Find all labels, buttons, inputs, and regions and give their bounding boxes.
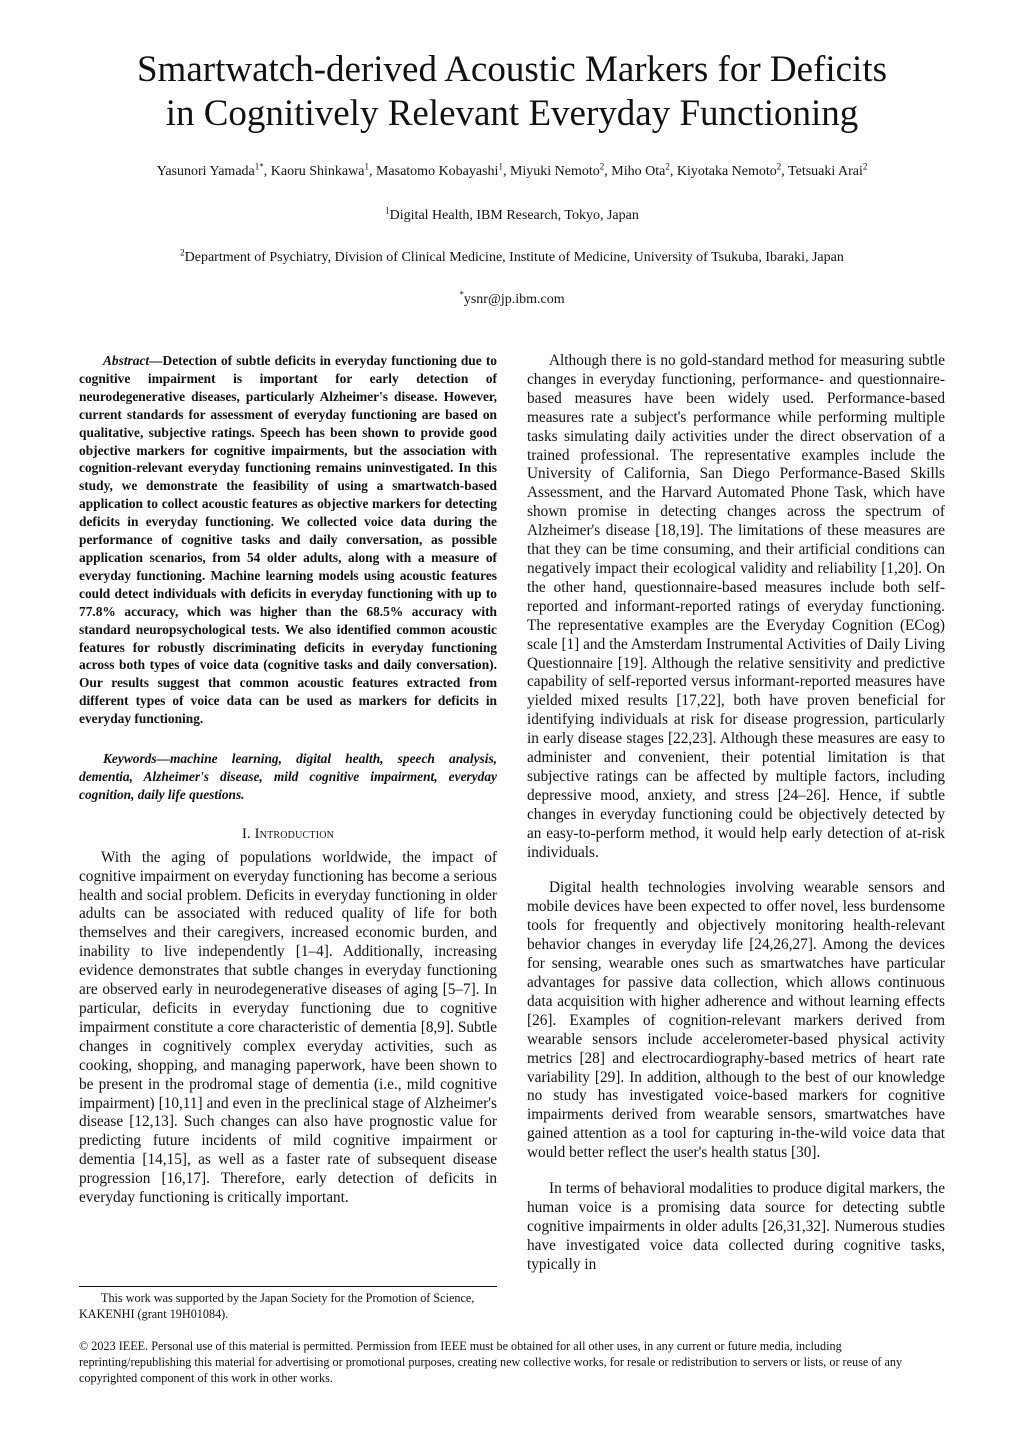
- author: Masatomo Kobayashi$^1$: [375, 161, 503, 179]
- author: Miho Ota$^2$: [611, 161, 670, 179]
- author: Yasunori Yamada$^{1*}$: [156, 161, 264, 179]
- body-paragraph: Digital health technologies involving wearable sensors and mobile devices have been expected to offer novel, less burdensome tools for frequently and objectively monitoring health-relevant behavior changes in everyday life [24,26,27]. Among the devices for sensing, wearable ones such as smartwatches have particular advantages for passive data collection, which allows continuous data acquisition with higher adherence and without learning effects [26]. Examples of cognition-relevant markers derived from wearable sensors include accelerometer-based physical activity metrics [28] and electrocardiography-based metrics of heart rate variability [29]. In addition, although to the best of our knowledge no study has investigated voice-based markers for cognitive impairments derived from wearable sensors, smartwatches have gained attention as a tool for capturing in-the-wild voice data that would better reflect the user's health status [30].: [527, 879, 945, 1162]
- affiliation-2: $^2$Department of Psychiatry, Division of Clinical Medicine, Institute of Medicine, University of Tsukuba, Ibaraki, Japan: [180, 247, 844, 265]
- paper-title: [60, 48, 964, 136]
- keywords-label: Keywords: [103, 751, 157, 767]
- keywords: [79, 750, 497, 804]
- author-list: Yasunori Yamada$^{1*}$, Kaoru Shinkawa$^1$, Masatomo Kobayashi$^1$, Miyuki Nemoto$^2$, Miho Ota$^2$, Kiyotaka Nemoto$^2$, Tetsuaki Arai$^2$: [156, 161, 868, 179]
- author: Kiyotaka Nemoto$^2$: [676, 161, 782, 179]
- author: Tetsuaki Arai$^2$: [788, 161, 868, 179]
- right-column: [527, 352, 945, 1275]
- author: Miyuki Nemoto$^2$: [509, 161, 605, 179]
- affiliation-1: $^1$Digital Health, IBM Research, Tokyo, Japan: [385, 205, 639, 223]
- abstract-text: —Detection of subtle deficits in everyday functioning due to cognitive impairment is important for early detection of neurodegenerative diseases, particularly Alzheimer's disease. However, current standards for assessment of everyday functioning are based on qualitative, subjective ratings. Speech has been shown to provide good objective markers for cognitive impairments, but the association with cognition-relevant everyday functioning remains uninvestigated. In this study, we demonstrate the feasibility of using a smartwatch-based application to collect acoustic features as objective markers for detecting deficits in everyday functioning. We collected voice data during the performance of cognitive tasks and daily conversation, as possible application scenarios, from 54 older adults, along with a measure of everyday functioning. Machine learning models using acoustic features could detect individuals with deficits in everyday functioning with up to 77.8% accuracy, which was higher than the 68.5% accuracy with standard neuropsychological tests. We also identified common acoustic features for robustly discriminating deficits in everyday functioning across both types of voice data (cognitive tasks and daily conversation). Our results suggest that common acoustic features extracted from different types of voice data can be used as markers for deficits in everyday functioning.: [79, 353, 497, 727]
- left-column: [79, 352, 497, 1208]
- keywords-text: —machine learning, digital health, speech analysis, dementia, Alzheimer's disease, mild cognitive impairment, everyday cognition, daily life questions.: [79, 751, 497, 802]
- funding-footnote: This work was supported by the Japan Society for the Promotion of Science, KAKENHI (grant 19H01084).: [79, 1291, 475, 1321]
- body-paragraph: Although there is no gold-standard method for measuring subtle changes in everyday functioning, performance- and questionnaire-based measures have been widely used. Performance-based measures rate a subject's performance while performing multiple tasks simulating daily activities under the direct observation of a trained professional. The representative examples include the University of California, San Diego Performance-Based Skills Assessment, and the Harvard Automated Phone Task, which have shown promise in detecting changes across the spectrum of Alzheimer's disease [18,19]. The limitations of these measures are that they can be time consuming, and their artificial conditions can negatively impact their ecological validity and reliability [1,20]. On the other hand, questionnaire-based measures include both self-reported and informant-reported ratings of everyday functioning. The representative examples are the Everyday Cognition (ECog) scale [1] and the Amsterdam Instrumental Activities of Daily Living Questionnaire [19]. Although the relative sensitivity and predictive capability of self-reported versus informant-reported measures have yielded mixed results [17,22], both have proven beneficial for identifying individuals at risk for disease progression, particularly in early disease stages [22,23]. Although these measures are easy to administer and convenient, their potential limitation is that subjective ratings can be affected by multiple factors, including depressive mood, anxiety, and stress [24–26]. Hence, if subtle changes in everyday functioning could be objectively detected by an easy-to-perform method, it would help early detection of at-risk individuals.: [527, 352, 945, 861]
- title-line-1: Smartwatch-derived Acoustic Markers for Deficits: [136, 49, 888, 90]
- title-line-2: in Cognitively Relevant Everyday Functioning: [165, 93, 859, 134]
- footnote-divider: [79, 1286, 497, 1287]
- author: Kaoru Shinkawa$^1$: [270, 161, 369, 179]
- section-heading-introduction: I. Introduction: [241, 825, 335, 842]
- body-paragraph: In terms of behavioral modalities to produce digital markers, the human voice is a promising data source for detecting subtle cognitive impairments in older adults [26,31,32]. Numerous studies have investigated voice data collected during cognitive tasks, typically in: [527, 1180, 945, 1273]
- contact-email[interactable]: *ysnr@jp.ibm.com: [459, 289, 565, 307]
- abstract-label: Abstract: [103, 353, 150, 368]
- abstract: [79, 352, 497, 728]
- copyright-notice: © 2023 IEEE. Personal use of this material is permitted. Permission from IEEE must be obtained for all other uses, in any current or future media, including reprinting/republishing this material for advertising or promotional purposes, creating new collective works, for resale or redistribution to servers or lists, or reuse of any copyrighted component of this work in other works.: [79, 1339, 903, 1385]
- intro-paragraph: With the aging of populations worldwide, the impact of cognitive impairment on everyday functioning has become a serious health and social problem. Deficits in everyday functioning in older adults can be associated with reduced quality of life for both themselves and their caregivers, increased economic burden, and inability to live independently [1–4]. Additionally, increasing evidence demonstrates that subtle changes in everyday functioning are observed early in neurodegenerative diseases of aging [5–7]. In particular, deficits in everyday functioning due to cognitive impairment constitute a core characteristic of dementia [8,9]. Subtle changes in cognitively complex everyday activities, such as cooking, shopping, and managing paperwork, have been shown to be present in the prodromal stage of dementia (i.e., mild cognitive impairment) [10,11] and even in the preclinical stage of Alzheimer's disease [12,13]. Such changes can also have prognostic value for predicting future incidents of mild cognitive impairment or dementia [14,15], as well as a faster rate of subsequent disease progression [16,17]. Therefore, early detection of deficits in everyday functioning is critically important.: [79, 848, 497, 1207]
